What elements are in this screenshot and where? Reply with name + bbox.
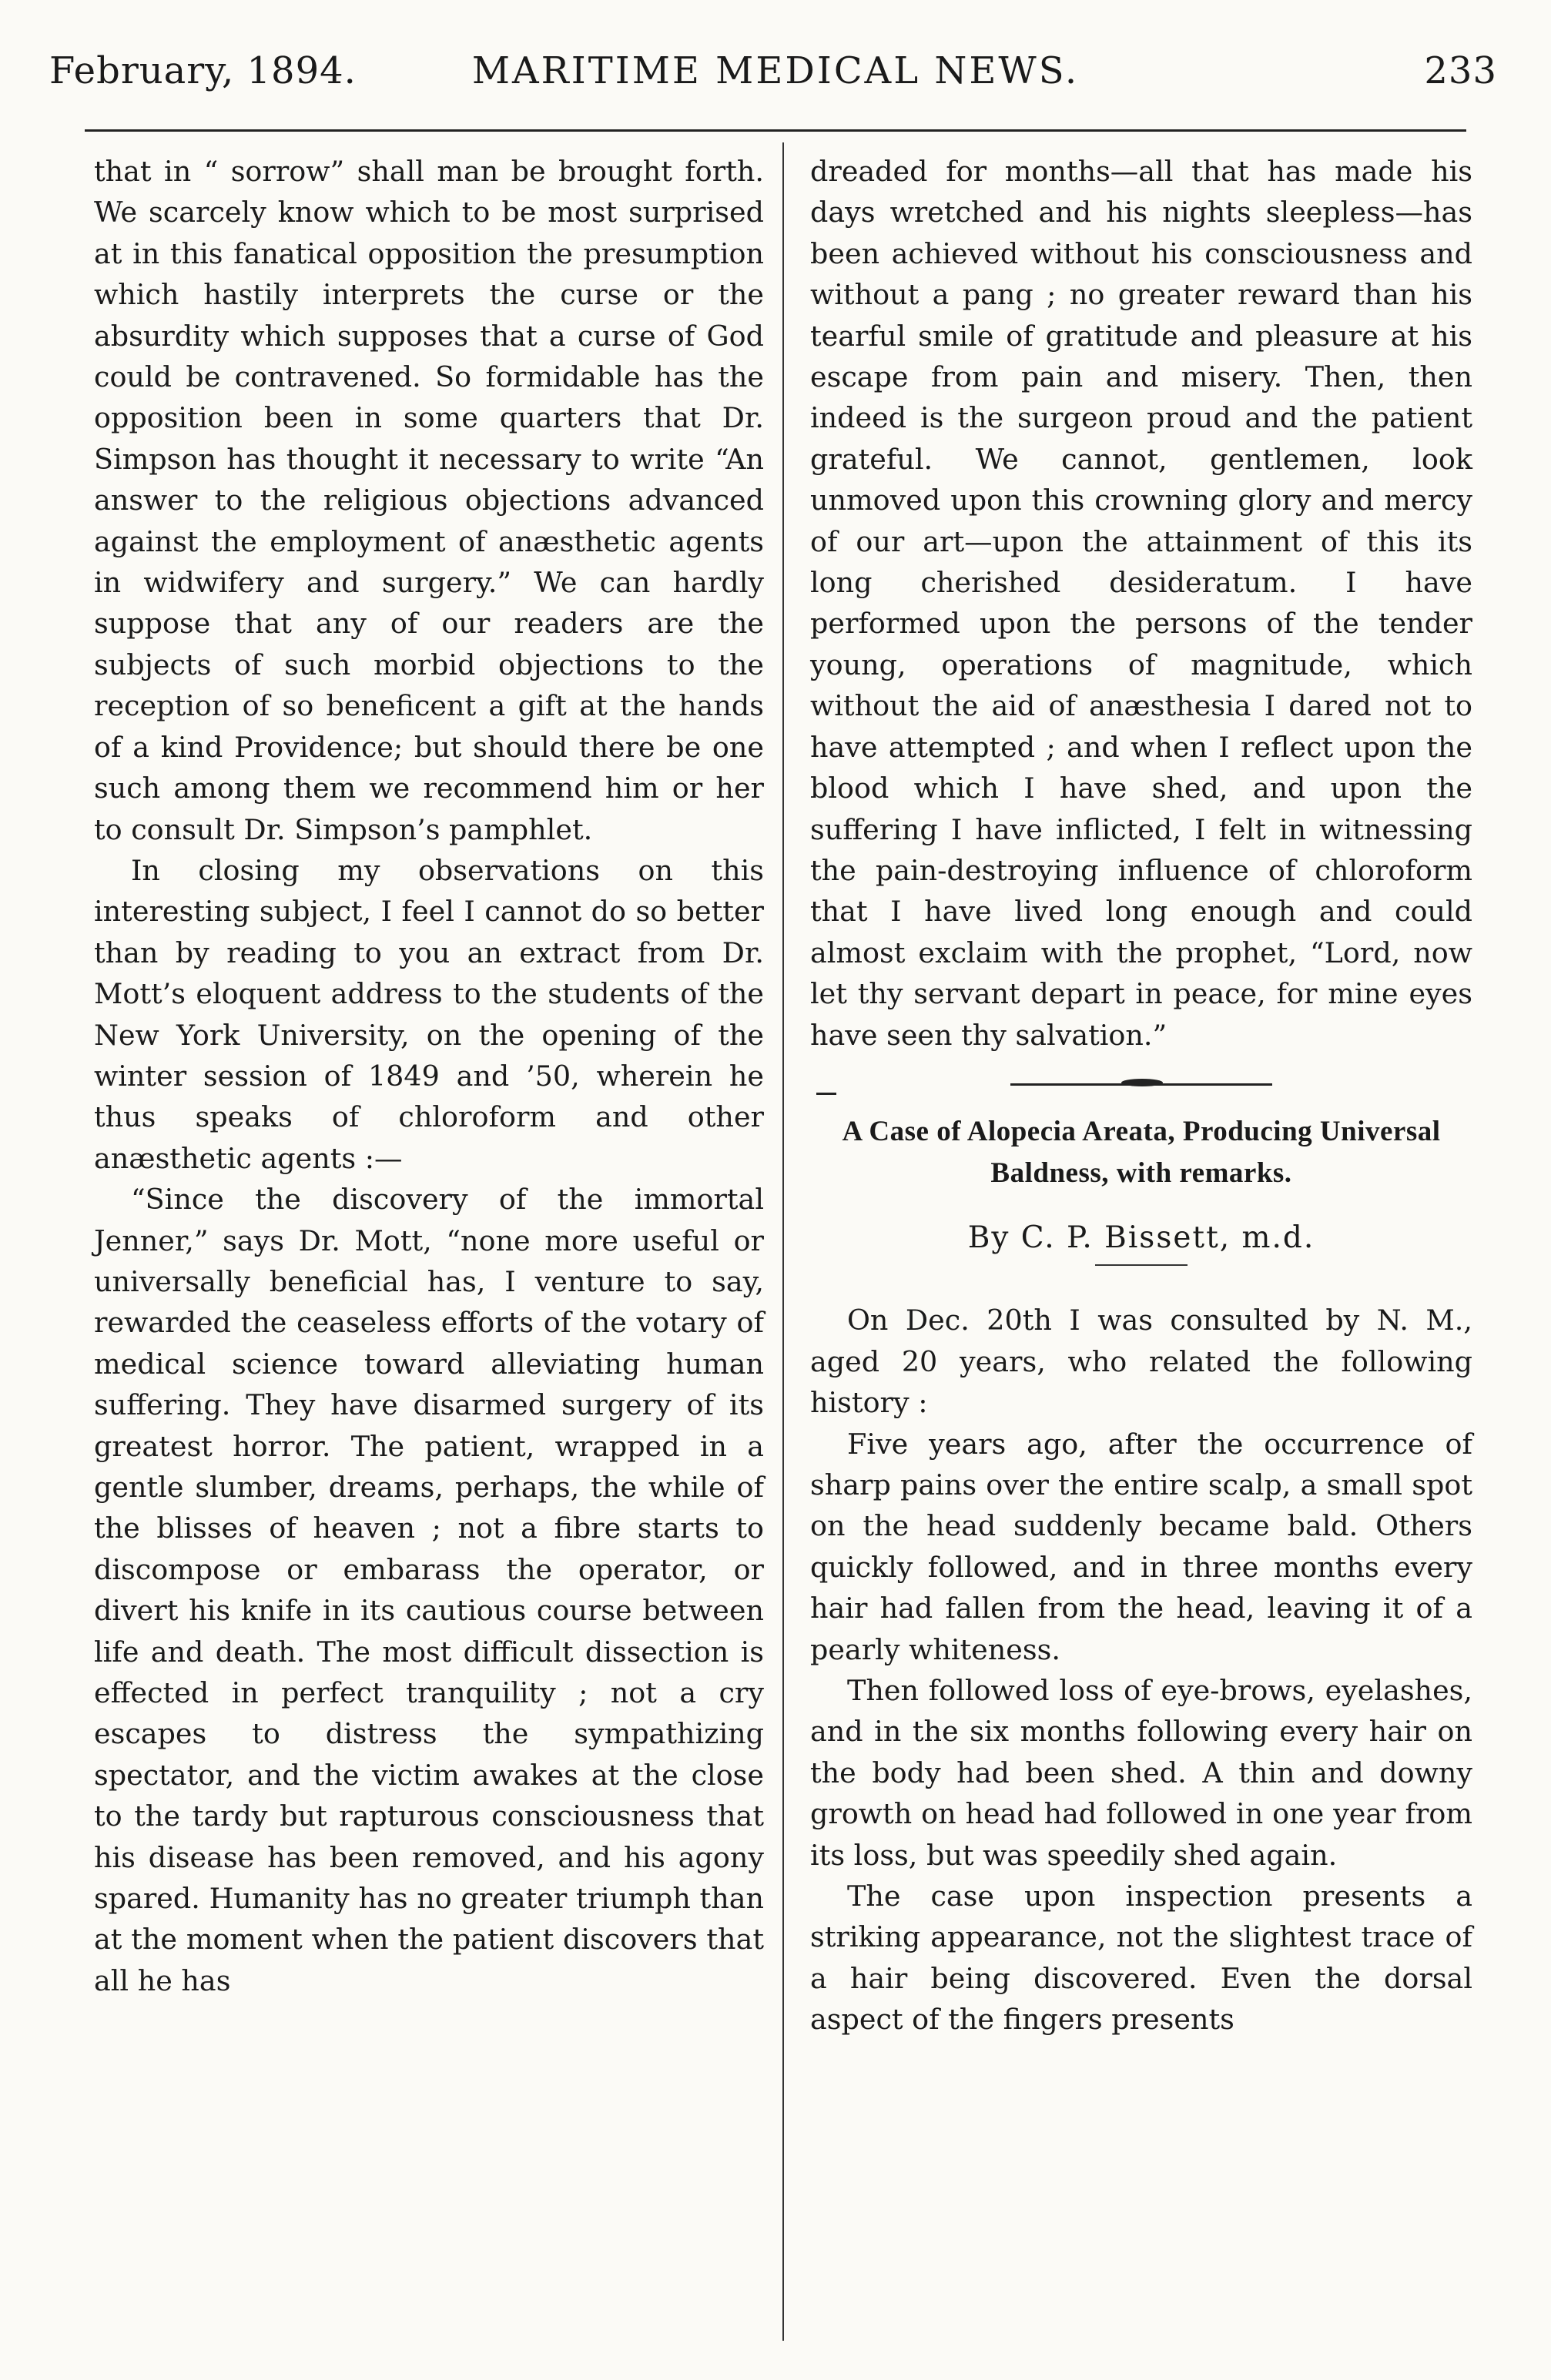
journal-title: MARITIME MEDICAL NEWS.	[471, 49, 1080, 92]
paragraph: The case upon inspection presents a striking appearance, not the slightest trace of a hair being discovered. Even the dorsal aspect of the fingers presents	[810, 1880, 1472, 2037]
paragraph: that in “ sorrow” shall man be brought forth. We scarcely know which to be most surprised at in this fanatical opposition the presumption which hastily interprets the curse or the absurdity which supposes that a curse of God could be contravened. So formidable has the opposition been in some quarters that Dr. Simpson has thought it necessary to write “An answer to the religious objections advanced against the employment of anæsthetic agents in widwifery and surgery.” We can hardly suppose that any of our readers are the subjects of such morbid objections to the reception of so beneficent a gift at the hands of a kind Providence; but should there be one such among them we recommend him or her to consult Dr. Simpson’s pamphlet.	[94, 155, 764, 846]
page-header	[34, 49, 1517, 99]
byline-rule	[1095, 1264, 1188, 1266]
section-ornament	[810, 1069, 1472, 1100]
article-byline: By C. P. Bissett, m.d.	[967, 1220, 1315, 1255]
paragraph: Five years ago, after the occurrence of sharp pains over the entire scalp, a small spot on the head suddenly became bald. Others quickly followed, and in three months every hair had fallen from the head, leaving it of a pearly whiteness.	[810, 1427, 1472, 1666]
article-title: A Case of Alopecia Areata, Producing Universal Baldness, with remarks.	[842, 1115, 1441, 1189]
issue-date: February, 1894.	[49, 49, 357, 92]
paragraph: dreaded for months—all that has made his days wretched and his nights sleepless—has been achieved without his consciousness and without a pang ; no greater reward than his tearful smile of gratitude and pleasure at his escape from pain and misery. Then, then indeed is the surgeon proud and the patient grateful. We cannot, gentlemen, look unmoved upon this crowning glory and mercy of our art—upon the attainment of this its long cherished desideratum. I have performed upon the persons of the tender young, operations of magnitude, which without the aid of anæsthesia I dared not to have attempted ; and when I reflect upon the blood which I have shed, and upon the suffering I have inflicted, I felt in witnessing the pain-destroying influence of chloroform that I have lived long enough and could almost exclaim with the prophet, “Lord, now let thy servant depart in peace, for mine eyes have seen thy salvation.”	[810, 155, 1472, 1052]
right-column	[810, 151, 1472, 2040]
header-rule	[85, 129, 1466, 132]
page-number: 233	[1424, 49, 1497, 92]
paragraph: In closing my observations on this interesting subject, I feel I cannot do so better than by reading to you an extract from Dr. Mott’s eloquent address to the students of the New York University, on the opening of the winter session of 1849 and ’50, wherein he thus speaks of chloroform and other anæsthetic agents :—	[94, 853, 764, 1175]
paragraph: On Dec. 20th I was consulted by N. M., aged 20 years, who related the following history :	[810, 1304, 1472, 1420]
left-column	[94, 151, 764, 2001]
paragraph: “Since the discovery of the immortal Jenner,” says Dr. Mott, “none more useful or universally beneficial has, I venture to say, rewarded the ceaseless efforts of the votary of medical science toward alleviating human suffering. They have disarmed surgery of its greatest horror. The patient, wrapped in a gentle slumber, dreams, perhaps, the while of the blisses of heaven ; not a fibre starts to discompose or embarass the operator, or divert his knife in its cautious course between life and death. The most difficult dissection is effected in perfect tranquility ; not a cry escapes to distress the sympathizing spectator, and the victim awakes at the close to the tardy but rapturous consciousness that his disease has been removed, and his agony spared. Humanity has no greater triumph than at the moment when the patient discovers that all he has	[94, 1183, 764, 1997]
column-divider	[782, 142, 784, 2341]
paragraph: Then followed loss of eye-brows, eyelashes, and in the six months following every hair on the body had been shed. A thin and downy growth on head had followed in one year from its loss, but was speedily shed again.	[810, 1674, 1472, 1872]
